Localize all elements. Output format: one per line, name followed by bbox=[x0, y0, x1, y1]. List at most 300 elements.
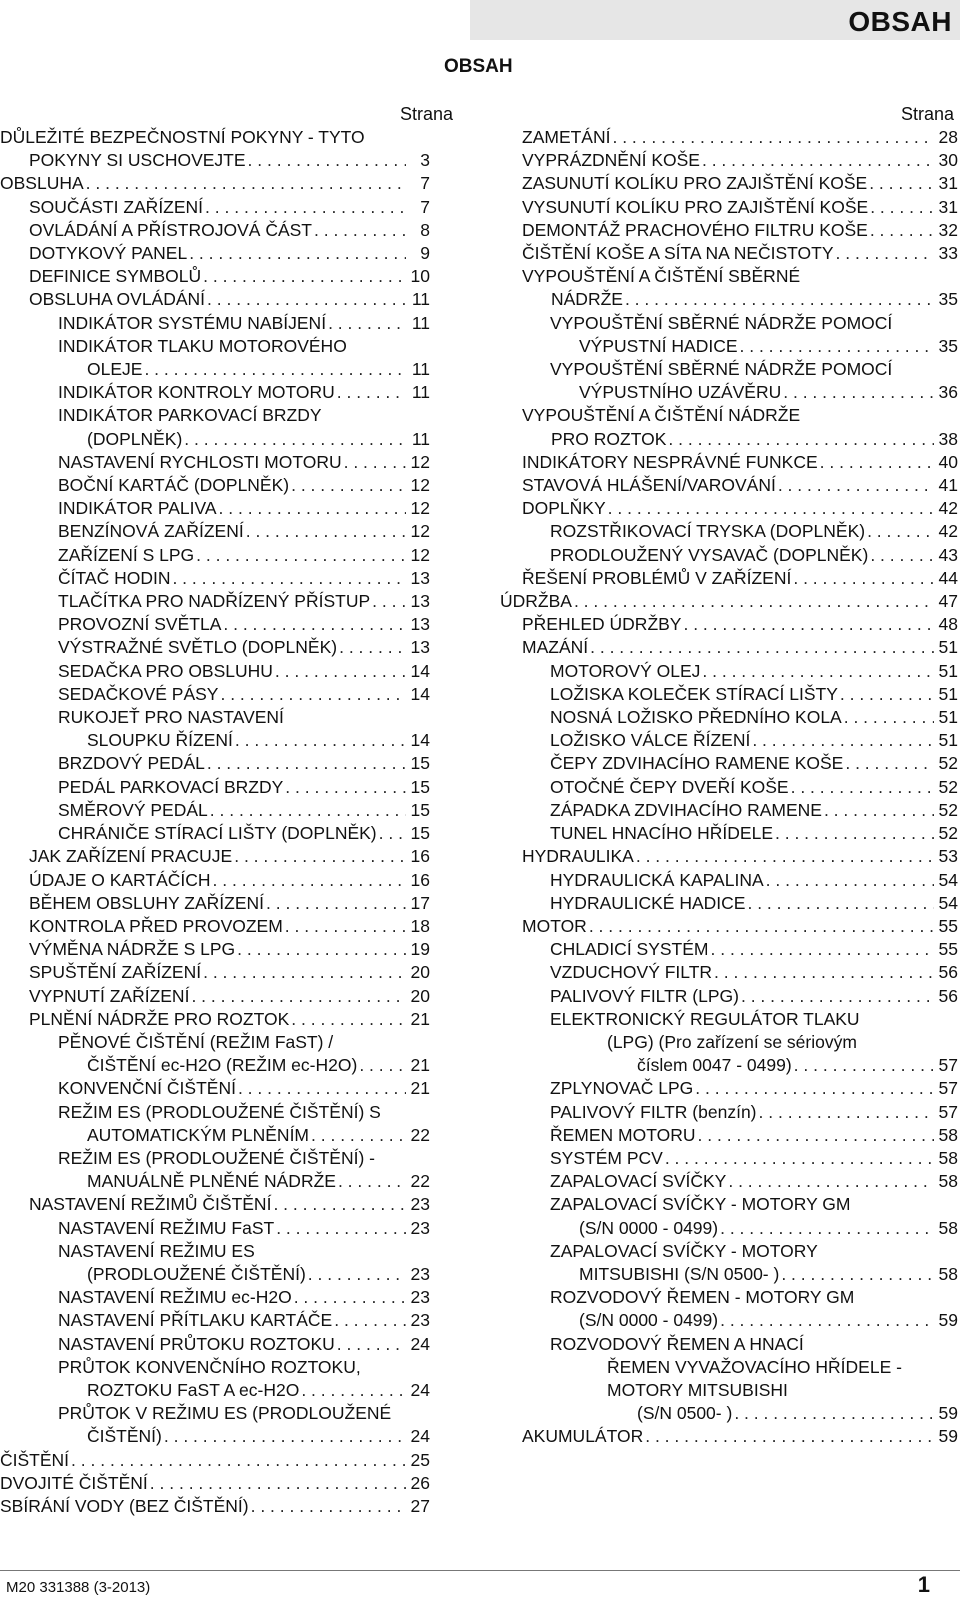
dot-leader bbox=[359, 1054, 406, 1077]
toc-entry-title: SEDAČKOVÉ PÁSY bbox=[58, 683, 219, 704]
toc-entry-title: VÝMĚNA NÁDRŽE S LPG bbox=[29, 939, 236, 960]
dot-leader bbox=[311, 1124, 406, 1147]
toc-entry-page: 51 bbox=[938, 707, 958, 728]
dot-leader bbox=[870, 219, 934, 242]
toc-entry[interactable] bbox=[0, 1147, 430, 1193]
toc-entry-title: LOŽISKO VÁLCE ŘÍZENÍ bbox=[550, 730, 751, 751]
toc-entry-title: ŘEMEN MOTORU bbox=[550, 1124, 696, 1145]
toc-entry[interactable] bbox=[0, 1217, 430, 1240]
toc-entry-title: NASTAVENÍ REŽIMŮ ČIŠTĚNÍ bbox=[29, 1194, 272, 1215]
footer-divider bbox=[0, 1570, 960, 1571]
toc-entry-page: 14 bbox=[410, 730, 430, 751]
toc-entry-page: 43 bbox=[938, 544, 958, 565]
toc-entry[interactable] bbox=[0, 1008, 430, 1031]
toc-entry[interactable] bbox=[0, 381, 430, 404]
toc-entry-page: 35 bbox=[938, 289, 958, 310]
dot-leader bbox=[728, 1170, 934, 1193]
dot-leader bbox=[870, 544, 934, 567]
toc-entry-page: 51 bbox=[938, 730, 958, 751]
dot-leader bbox=[220, 683, 406, 706]
dot-leader bbox=[714, 961, 934, 984]
toc-entry-page: 11 bbox=[411, 428, 430, 449]
toc-entry[interactable] bbox=[500, 1124, 958, 1147]
toc-entry[interactable] bbox=[0, 915, 430, 938]
dot-leader bbox=[344, 451, 406, 474]
dot-leader bbox=[275, 660, 406, 683]
dot-leader bbox=[237, 938, 406, 961]
toc-entry[interactable] bbox=[500, 915, 958, 938]
dot-leader bbox=[189, 242, 406, 265]
toc-entry-page: 14 bbox=[410, 683, 430, 704]
toc-entry-page: 21 bbox=[410, 1008, 430, 1029]
toc-entry[interactable] bbox=[0, 567, 430, 590]
dot-leader bbox=[608, 497, 934, 520]
toc-entry[interactable] bbox=[500, 1147, 958, 1170]
dot-leader bbox=[291, 1008, 406, 1031]
toc-entry-page: 11 bbox=[411, 289, 430, 310]
page-number: 1 bbox=[917, 1572, 930, 1597]
toc-entry[interactable] bbox=[500, 567, 958, 590]
toc-entry-page: 40 bbox=[938, 451, 958, 472]
toc-entry-title: (PRODLOUŽENÉ ČIŠTĚNÍ) bbox=[87, 1263, 306, 1284]
toc-entry[interactable] bbox=[0, 242, 430, 265]
toc-entry[interactable] bbox=[0, 1472, 430, 1495]
dot-leader bbox=[794, 1054, 934, 1077]
dot-leader bbox=[334, 1309, 406, 1332]
dot-leader bbox=[219, 497, 406, 520]
toc-entry-page: 55 bbox=[938, 915, 958, 936]
toc-entry-page: 41 bbox=[938, 475, 958, 496]
toc-entry-page: 22 bbox=[410, 1124, 430, 1145]
toc-entry[interactable] bbox=[500, 544, 958, 567]
toc-entry-page: 14 bbox=[410, 660, 430, 681]
toc-entry-page: 30 bbox=[938, 150, 958, 171]
toc-entry-title: VÝSTRAŽNÉ SVĚTLO (DOPLNĚK) bbox=[58, 637, 338, 658]
toc-list-right bbox=[500, 126, 958, 1449]
toc-entry-title: OVLÁDÁNÍ A PŘÍSTROJOVÁ ČÁST bbox=[29, 219, 312, 240]
toc-entry-page: 23 bbox=[410, 1310, 430, 1331]
toc-entry-title: NOSNÁ LOŽISKO PŘEDNÍHO KOLA bbox=[550, 707, 842, 728]
toc-entry-page: 35 bbox=[938, 335, 958, 356]
toc-entry[interactable] bbox=[0, 1031, 430, 1077]
toc-entry-page: 24 bbox=[410, 1426, 430, 1447]
toc-entry[interactable] bbox=[500, 312, 958, 358]
toc-entry[interactable] bbox=[500, 474, 958, 497]
toc-entry-title: ŘEŠENÍ PROBLÉMŮ V ZAŘÍZENÍ bbox=[522, 567, 792, 588]
toc-entry[interactable] bbox=[0, 892, 430, 915]
toc-entry-page: 38 bbox=[938, 428, 958, 449]
dot-leader bbox=[203, 265, 406, 288]
toc-entry-page: 7 bbox=[420, 196, 430, 217]
dot-leader bbox=[636, 845, 934, 868]
toc-entry-title: RUKOJEŤ PRO NASTAVENÍ bbox=[58, 707, 284, 728]
toc-entry-title: (S/N 0000 - 0499) bbox=[579, 1217, 719, 1238]
toc-entry[interactable] bbox=[500, 613, 958, 636]
toc-entry-title: VYPOUŠTĚNÍ SBĚRNÉ NÁDRŽE POMOCÍ bbox=[550, 312, 893, 333]
toc-entry-title: ČIŠTĚNÍ KOŠE A SÍTA NA NEČISTOTY bbox=[522, 243, 834, 264]
dot-leader bbox=[589, 915, 934, 938]
toc-entry-page: 12 bbox=[410, 544, 430, 565]
toc-entry-page: 12 bbox=[410, 475, 430, 496]
toc-entry-title: SOUČÁSTI ZAŘÍZENÍ bbox=[29, 196, 204, 217]
dot-leader bbox=[191, 985, 406, 1008]
toc-entry[interactable] bbox=[500, 636, 958, 659]
toc-entry[interactable] bbox=[500, 1077, 958, 1100]
toc-entry-title: NASTAVENÍ PŘÍTLAKU KARTÁČE bbox=[58, 1310, 333, 1331]
toc-entry-title: ZAPALOVACÍ SVÍČKY bbox=[550, 1171, 727, 1192]
toc-entry[interactable] bbox=[500, 404, 958, 450]
dot-leader bbox=[285, 915, 406, 938]
toc-entry-page: 15 bbox=[410, 799, 430, 820]
toc-entry[interactable] bbox=[0, 1077, 430, 1100]
dot-leader bbox=[820, 451, 934, 474]
toc-entry-title: ZAPALOVACÍ SVÍČKY - MOTORY bbox=[550, 1240, 818, 1261]
toc-entry[interactable] bbox=[0, 660, 430, 683]
toc-entry[interactable] bbox=[500, 845, 958, 868]
toc-entry-title: ČIŠTĚNÍ ec-H2O (REŽIM ec-H2O) bbox=[87, 1055, 358, 1076]
toc-entry[interactable] bbox=[0, 544, 430, 567]
toc-entry[interactable] bbox=[500, 683, 958, 706]
dot-leader bbox=[337, 1333, 406, 1356]
toc-entry-title: KONVENČNÍ ČIŠTĚNÍ bbox=[58, 1078, 236, 1099]
toc-entry-title: DOPLŇKY bbox=[522, 498, 606, 519]
toc-entry[interactable] bbox=[500, 892, 958, 915]
dot-leader bbox=[752, 729, 934, 752]
toc-entry-title: MOTOR bbox=[522, 915, 587, 936]
dot-leader bbox=[612, 126, 934, 149]
toc-entry-page: 51 bbox=[938, 660, 958, 681]
toc-entry-page: 20 bbox=[410, 962, 430, 983]
toc-entry-title: DEMONTÁŽ PRACHOVÉHO FILTRU KOŠE bbox=[522, 219, 868, 240]
toc-entry-page: 56 bbox=[938, 985, 958, 1006]
dot-leader bbox=[845, 752, 934, 775]
dot-leader bbox=[741, 985, 934, 1008]
toc-entry-title: MAZÁNÍ bbox=[522, 637, 589, 658]
dot-leader bbox=[720, 1309, 934, 1332]
toc-entry-title: STAVOVÁ HLÁŠENÍ/VAROVÁNÍ bbox=[522, 475, 776, 496]
toc-entry-page: 58 bbox=[938, 1171, 958, 1192]
toc-entry[interactable] bbox=[0, 985, 430, 1008]
dot-leader bbox=[207, 752, 406, 775]
toc-entry[interactable] bbox=[0, 822, 430, 845]
toc-entry-title: ZAPALOVACÍ SVÍČKY - MOTORY GM bbox=[550, 1194, 851, 1215]
toc-entry-title: ZAMETÁNÍ bbox=[522, 127, 611, 147]
toc-entry[interactable] bbox=[0, 172, 430, 195]
toc-entry-title: VÝPUSTNÍHO UZÁVĚRU bbox=[579, 382, 782, 403]
toc-entry[interactable] bbox=[0, 1286, 430, 1309]
dot-leader bbox=[210, 799, 406, 822]
toc-entry[interactable] bbox=[0, 845, 430, 868]
toc-entry[interactable] bbox=[0, 590, 430, 613]
toc-entry-page: 7 bbox=[420, 173, 430, 194]
toc-entry[interactable] bbox=[0, 404, 430, 450]
page-title: OBSAH bbox=[444, 56, 513, 77]
toc-entry[interactable] bbox=[500, 242, 958, 265]
dot-leader bbox=[379, 822, 406, 845]
dot-leader bbox=[698, 1124, 934, 1147]
toc-entry[interactable] bbox=[0, 636, 430, 659]
toc-entry-page: 58 bbox=[938, 1263, 958, 1284]
toc-entry-page: 33 bbox=[938, 243, 958, 264]
header-bar bbox=[470, 0, 960, 40]
toc-entry[interactable] bbox=[500, 1425, 958, 1448]
toc-entry[interactable] bbox=[0, 869, 430, 892]
toc-entry-title: TUNEL HNACÍHO HŘÍDELE bbox=[550, 823, 773, 844]
toc-entry[interactable] bbox=[0, 938, 430, 961]
toc-entry-title: INDIKÁTOR TLAKU MOTOROVÉHO bbox=[58, 335, 347, 356]
toc-entry-page: 59 bbox=[938, 1426, 958, 1447]
toc-entry-title: CHLADICÍ SYSTÉM bbox=[550, 939, 709, 960]
toc-entry-title: OLEJE bbox=[87, 359, 143, 380]
toc-entry-title: INDIKÁTOR KONTROLY MOTORU bbox=[58, 382, 335, 403]
toc-entry-title: ŘEMEN VYVAŽOVACÍHO HŘÍDELE - bbox=[607, 1356, 902, 1377]
toc-entry-page: 42 bbox=[938, 521, 958, 542]
toc-entry[interactable] bbox=[0, 451, 430, 474]
toc-entry[interactable] bbox=[500, 938, 958, 961]
toc-entry[interactable] bbox=[500, 126, 958, 149]
toc-entry[interactable] bbox=[500, 149, 958, 172]
toc-entry-page: 16 bbox=[410, 869, 430, 890]
toc-entry[interactable] bbox=[500, 1240, 958, 1286]
toc-entry[interactable] bbox=[500, 172, 958, 195]
toc-entry-title: MOTORY MITSUBISHI bbox=[607, 1379, 788, 1400]
toc-entry-title: PALIVOVÝ FILTR (LPG) bbox=[550, 985, 739, 1006]
toc-entry[interactable] bbox=[500, 706, 958, 729]
dot-leader bbox=[184, 428, 406, 451]
toc-entry[interactable] bbox=[500, 1286, 958, 1332]
toc-entry-page: 47 bbox=[938, 591, 958, 612]
toc-entry[interactable] bbox=[0, 706, 430, 752]
dot-leader bbox=[702, 149, 934, 172]
toc-entry-title: ROZTOKU FaST A ec-H2O bbox=[87, 1379, 300, 1400]
dot-leader bbox=[291, 474, 406, 497]
header-title: OBSAH bbox=[848, 6, 952, 37]
dot-leader bbox=[144, 358, 406, 381]
toc-entry-page: 22 bbox=[410, 1171, 430, 1192]
toc-entry[interactable] bbox=[0, 312, 430, 335]
toc-entry-page: 24 bbox=[410, 1333, 430, 1354]
toc-entry-title: ZAŘÍZENÍ S LPG bbox=[58, 544, 195, 565]
toc-entry-title: SLOUPKU ŘÍZENÍ bbox=[87, 730, 233, 751]
toc-entry[interactable] bbox=[500, 752, 958, 775]
dot-leader bbox=[314, 219, 406, 242]
toc-entry-page: 13 bbox=[410, 591, 430, 612]
toc-entry-page: 28 bbox=[938, 127, 958, 147]
toc-entry[interactable] bbox=[0, 1101, 430, 1147]
toc-entry-title: DŮLEŽITÉ BEZPEČNOSTNÍ POKYNY - TYTO bbox=[0, 127, 365, 147]
toc-entry[interactable] bbox=[0, 126, 430, 172]
toc-entry[interactable] bbox=[500, 799, 958, 822]
toc-entry-title: ČIŠTĚNÍ bbox=[0, 1449, 70, 1470]
toc-entry[interactable] bbox=[0, 1449, 430, 1472]
toc-entry[interactable] bbox=[500, 776, 958, 799]
toc-entry-title: HYDRAULICKÁ KAPALINA bbox=[550, 869, 764, 890]
toc-entry[interactable] bbox=[500, 520, 958, 543]
toc-entry[interactable] bbox=[500, 729, 958, 752]
dot-leader bbox=[783, 381, 934, 404]
toc-entry-page: 20 bbox=[410, 985, 430, 1006]
toc-entry[interactable] bbox=[500, 219, 958, 242]
dot-leader bbox=[869, 172, 934, 195]
toc-entry-title: VÝPUSTNÍ HADICE bbox=[579, 335, 738, 356]
toc-entry-title: ROZVODOVÝ ŘEMEN A HNACÍ bbox=[550, 1333, 804, 1354]
toc-entry[interactable] bbox=[500, 196, 958, 219]
toc-entry-page: 13 bbox=[410, 637, 430, 658]
dot-leader bbox=[196, 544, 406, 567]
toc-entry-page: 12 bbox=[410, 521, 430, 542]
dot-leader bbox=[711, 938, 935, 961]
dot-leader bbox=[248, 149, 406, 172]
toc-entry[interactable] bbox=[500, 265, 958, 311]
dot-leader bbox=[775, 822, 934, 845]
toc-entry[interactable] bbox=[0, 752, 430, 775]
toc-entry-page: 27 bbox=[410, 1495, 430, 1516]
toc-entry-page: 48 bbox=[938, 614, 958, 635]
toc-entry[interactable] bbox=[0, 961, 430, 984]
toc-entry[interactable] bbox=[0, 683, 430, 706]
toc-entry[interactable] bbox=[500, 1101, 958, 1124]
dot-leader bbox=[86, 172, 406, 195]
toc-entry[interactable] bbox=[0, 1193, 430, 1216]
toc-entry[interactable] bbox=[500, 1333, 958, 1426]
toc-entry[interactable] bbox=[0, 1333, 430, 1356]
toc-entry-title: OTOČNÉ ČEPY DVEŘÍ KOŠE bbox=[550, 776, 789, 797]
toc-entry[interactable] bbox=[500, 660, 958, 683]
toc-entry-page: 31 bbox=[938, 196, 958, 217]
dot-leader bbox=[223, 613, 406, 636]
toc-entry[interactable] bbox=[500, 1008, 958, 1078]
dot-leader bbox=[740, 335, 935, 358]
toc-entry-page: 3 bbox=[420, 150, 430, 171]
toc-entry-page: 9 bbox=[420, 243, 430, 264]
toc-entry[interactable] bbox=[0, 1356, 430, 1402]
toc-entry[interactable] bbox=[0, 335, 430, 381]
toc-entry-title: BRZDOVÝ PEDÁL bbox=[58, 753, 205, 774]
toc-entry[interactable] bbox=[500, 869, 958, 892]
toc-entry-page: 23 bbox=[410, 1287, 430, 1308]
toc-entry[interactable] bbox=[0, 1495, 430, 1518]
dot-leader bbox=[164, 1425, 406, 1448]
toc-entry[interactable] bbox=[0, 799, 430, 822]
toc-entry[interactable] bbox=[0, 196, 430, 219]
toc-entry-page: 53 bbox=[938, 846, 958, 867]
dot-leader bbox=[301, 1379, 406, 1402]
dot-leader bbox=[71, 1449, 406, 1472]
dot-leader bbox=[870, 196, 934, 219]
toc-entry-title: MANUÁLNĚ PLNĚNÉ NÁDRŽE bbox=[87, 1171, 336, 1192]
toc-entry[interactable] bbox=[500, 497, 958, 520]
toc-entry-title: BENZÍNOVÁ ZAŘÍZENÍ bbox=[58, 521, 244, 542]
dot-leader bbox=[246, 520, 406, 543]
toc-entry[interactable] bbox=[0, 776, 430, 799]
dot-leader bbox=[337, 381, 406, 404]
toc-entry[interactable] bbox=[500, 961, 958, 984]
toc-entry-page: 16 bbox=[410, 846, 430, 867]
dot-leader bbox=[294, 1286, 406, 1309]
toc-entry-page: 57 bbox=[938, 1101, 958, 1122]
toc-entry-page: 23 bbox=[410, 1194, 430, 1215]
toc-entry[interactable] bbox=[500, 985, 958, 1008]
toc-entry-page: 59 bbox=[938, 1403, 958, 1424]
dot-leader bbox=[766, 869, 934, 892]
toc-entry-page: 24 bbox=[410, 1379, 430, 1400]
toc-entry-title: SYSTÉM PCV bbox=[550, 1147, 663, 1168]
toc-entry[interactable] bbox=[500, 1193, 958, 1239]
dot-leader bbox=[574, 590, 934, 613]
dot-leader bbox=[276, 1217, 406, 1240]
toc-entry[interactable] bbox=[500, 1170, 958, 1193]
footer-doc-id: M20 331388 (3-2013) bbox=[6, 1579, 151, 1596]
dot-leader bbox=[625, 288, 934, 311]
toc-entry-title: DOTYKOVÝ PANEL bbox=[29, 243, 188, 264]
toc-entry-title: CHRÁNIČE STÍRACÍ LIŠTY (DOPLNĚK) bbox=[58, 823, 377, 844]
toc-entry-page: 12 bbox=[410, 451, 430, 472]
toc-entry-page: 15 bbox=[410, 753, 430, 774]
toc-entry-title: DEFINICE SYMBOLŮ bbox=[29, 266, 202, 287]
toc-entry-title: ZASUNUTÍ KOLÍKU PRO ZAJIŠTĚNÍ KOŠE bbox=[522, 173, 868, 194]
dot-leader bbox=[867, 520, 934, 543]
toc-entry[interactable] bbox=[0, 474, 430, 497]
toc-entry-page: 11 bbox=[411, 312, 430, 333]
toc-entry-page: 13 bbox=[410, 614, 430, 635]
toc-entry[interactable] bbox=[500, 451, 958, 474]
toc-entry-title: MOTOROVÝ OLEJ bbox=[550, 660, 701, 681]
toc-entry-page: 23 bbox=[410, 1217, 430, 1238]
dot-leader bbox=[590, 636, 934, 659]
dot-leader bbox=[668, 428, 934, 451]
toc-entry-title: SEDAČKA PRO OBSLUHU bbox=[58, 660, 273, 681]
toc-entry[interactable] bbox=[0, 1402, 430, 1448]
toc-entry-title: BOČNÍ KARTÁČ (DOPLNĚK) bbox=[58, 475, 290, 496]
toc-entry-title: NÁDRŽE bbox=[551, 289, 623, 310]
toc-entry-page: 15 bbox=[410, 776, 430, 797]
toc-entry-page: 11 bbox=[411, 359, 430, 380]
toc-entry-page: 11 bbox=[411, 382, 430, 403]
toc-entry[interactable] bbox=[0, 613, 430, 636]
dot-leader bbox=[720, 1217, 934, 1240]
toc-entry-page: 21 bbox=[410, 1055, 430, 1076]
toc-entry-title: ČEPY ZDVIHACÍHO RAMENE KOŠE bbox=[550, 753, 844, 774]
toc-entry-title: VYPOUŠTĚNÍ A ČIŠTĚNÍ NÁDRŽE bbox=[522, 405, 801, 426]
toc-entry[interactable] bbox=[0, 265, 430, 288]
toc-entry[interactable] bbox=[500, 822, 958, 845]
toc-entry-page: 10 bbox=[410, 266, 430, 287]
toc-entry[interactable] bbox=[0, 219, 430, 242]
toc-entry[interactable] bbox=[500, 590, 958, 613]
toc-entry-title: SBÍRÁNÍ VODY (BEZ ČIŠTĚNÍ) bbox=[0, 1495, 249, 1516]
toc-entry-page: 55 bbox=[938, 939, 958, 960]
toc-entry-page: 8 bbox=[420, 219, 430, 240]
dot-leader bbox=[203, 961, 406, 984]
toc-entry-page: 52 bbox=[938, 799, 958, 820]
dot-leader bbox=[734, 1402, 934, 1425]
toc-entry-title: DVOJITÉ ČIŠTĚNÍ bbox=[0, 1472, 148, 1493]
toc-entry[interactable] bbox=[0, 497, 430, 520]
dot-leader bbox=[683, 613, 934, 636]
toc-entry-page: 52 bbox=[938, 753, 958, 774]
toc-entry-title: VYPNUTÍ ZAŘÍZENÍ bbox=[29, 985, 190, 1006]
dot-leader bbox=[665, 1147, 934, 1170]
toc-entry[interactable] bbox=[500, 358, 958, 404]
toc-entry[interactable] bbox=[0, 520, 430, 543]
toc-entry[interactable] bbox=[0, 1309, 430, 1332]
toc-entry[interactable] bbox=[0, 288, 430, 311]
dot-leader bbox=[759, 1101, 934, 1124]
toc-entry[interactable] bbox=[0, 1240, 430, 1286]
toc-entry-title: ROZVODOVÝ ŘEMEN - MOTORY GM bbox=[550, 1287, 855, 1308]
toc-entry-page: 57 bbox=[938, 1078, 958, 1099]
toc-entry-page: 58 bbox=[938, 1217, 958, 1238]
